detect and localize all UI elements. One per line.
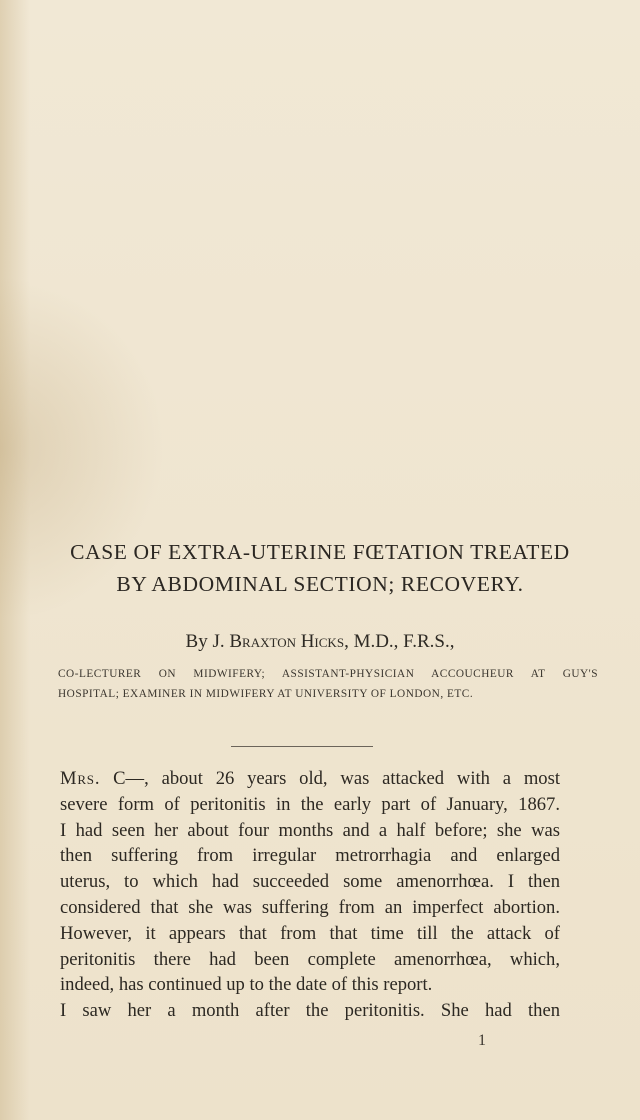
body-opening-word: Mrs. <box>60 768 101 789</box>
body-line-8: peritonitis there had been complete amenorrhœa, which, <box>60 948 560 970</box>
page-number: 1 <box>478 1032 486 1049</box>
body-line-7: However, it appears that from that time till the attack of <box>60 922 560 944</box>
author-byline <box>0 630 640 654</box>
body-paragraph <box>60 766 560 1024</box>
author-credentials <box>58 664 598 704</box>
section-divider <box>231 746 373 747</box>
title-line-2: BY ABDOMINAL SECTION; RECOVERY. <box>116 572 524 596</box>
title-line-1: CASE OF EXTRA-UTERINE FŒTATION TREATED <box>70 540 570 564</box>
body-line-10: I saw her a month after the peritonitis. She had then <box>60 1000 560 1022</box>
body-line-5: uterus, to which had succeeded some amenorrhœa. I then <box>60 871 560 893</box>
article-title <box>0 536 640 600</box>
body-line-2: severe form of peritonitis in the early part of January, 1867. <box>60 793 560 815</box>
credentials-line-2: HOSPITAL; EXAMINER IN MIDWIFERY AT UNIVERSITY OF LONDON, ETC. <box>58 688 474 700</box>
credentials-line-1: CO-LECTURER ON MIDWIFERY; ASSISTANT-PHYSICIAN ACCOUCHEUR AT GUY'S <box>58 668 598 680</box>
body-line-3: I had seen her about four months and a half before; she was <box>60 819 560 841</box>
body-line-4: then suffering from irregular metrorrhagia and enlarged <box>60 845 560 867</box>
author-name: J. Braxton Hicks <box>212 631 345 652</box>
body-line-6: considered that she was suffering from an imperfect abortion. <box>60 896 560 918</box>
body-line-1-rest: C—, about 26 years old, was attacked with a most <box>100 768 560 789</box>
byline-prefix: By <box>185 631 213 652</box>
body-line-1 <box>60 766 560 792</box>
body-line-9: indeed, has continued up to the date of this report. <box>60 974 433 996</box>
author-degrees: , M.D., F.R.S., <box>344 631 455 652</box>
